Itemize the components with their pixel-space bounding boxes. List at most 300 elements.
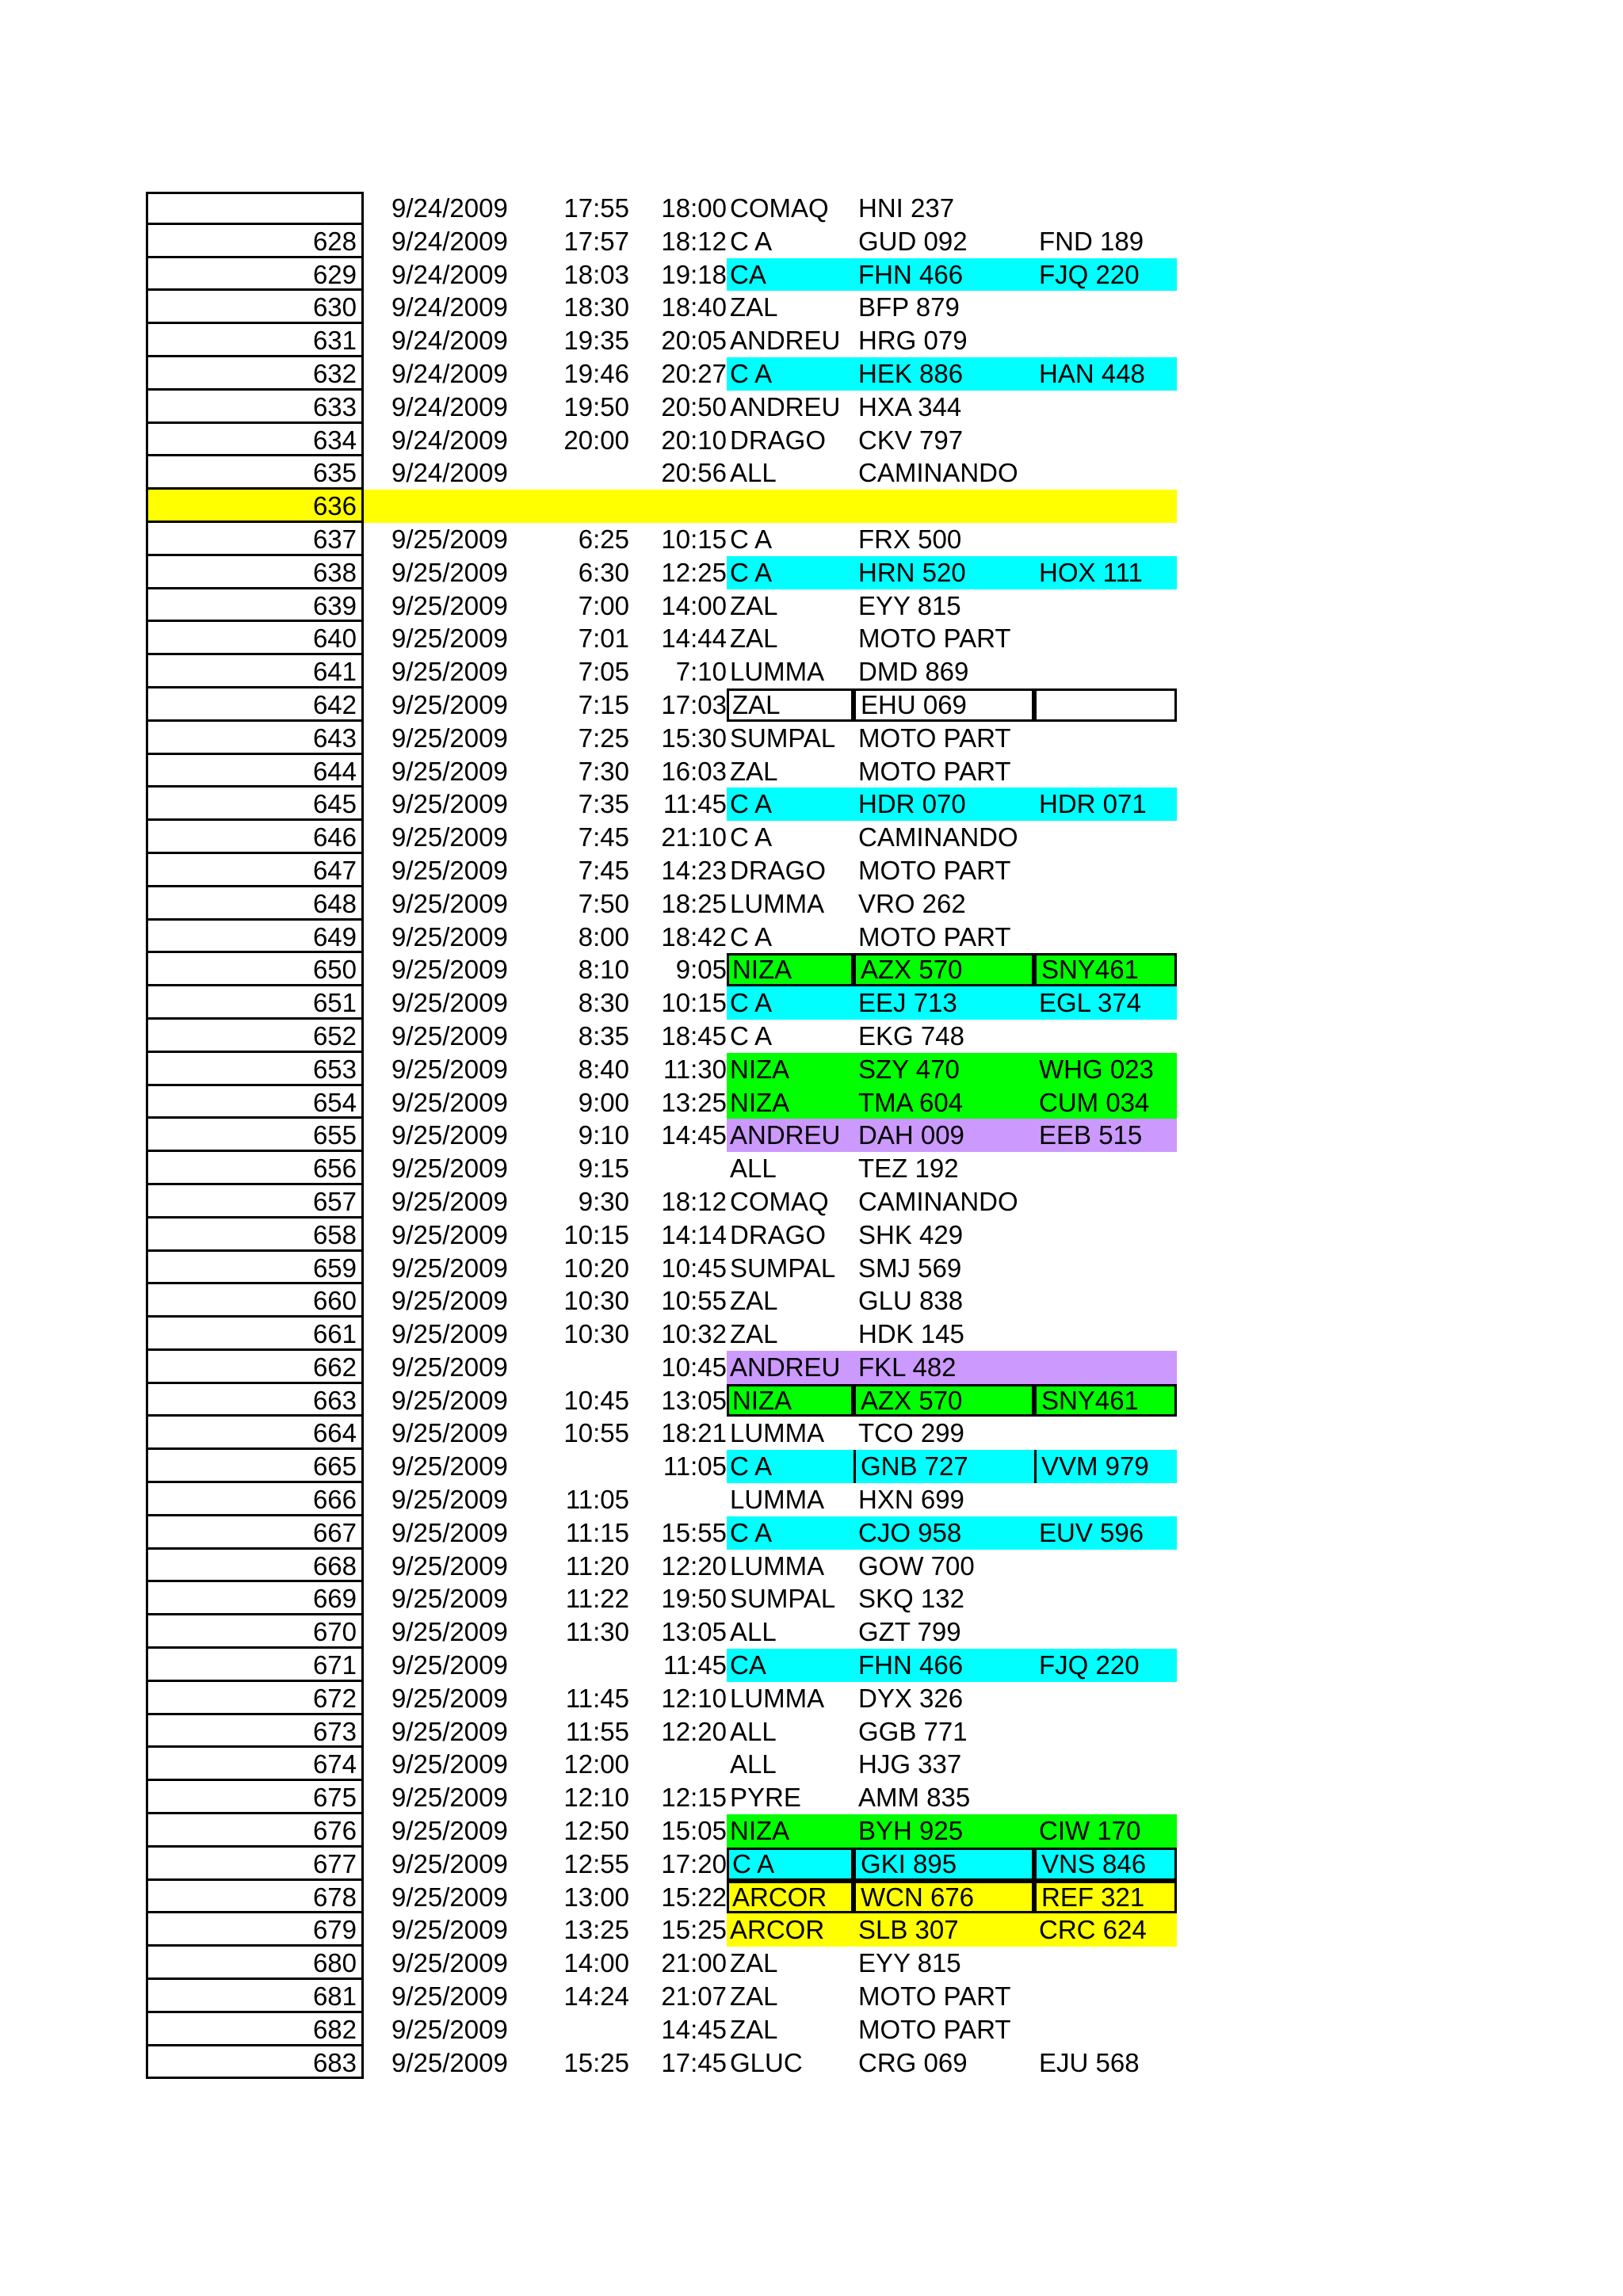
plate-cell: GLU 838 <box>858 1286 964 1316</box>
company-cell: DRAGO <box>730 1219 827 1249</box>
row-number: 659 <box>146 1252 364 1285</box>
company-cell: COMAQ <box>730 1186 829 1216</box>
table-row <box>146 854 1184 887</box>
date-cell: 9/25/2009 <box>391 855 508 885</box>
second-plate-cell: CIW 170 <box>1034 1814 1177 1848</box>
end-time-cell: 13:05 <box>661 1385 727 1415</box>
company-cell: ZAL <box>730 624 778 654</box>
date-cell: 9/25/2009 <box>391 557 508 587</box>
start-time-cell: 11:15 <box>565 1517 629 1547</box>
company-cell: ZAL <box>730 1948 778 1978</box>
table-row <box>146 755 1184 788</box>
company-cell: ZAL <box>730 590 778 620</box>
row-number: 645 <box>146 788 364 821</box>
plate-cell: HJG 337 <box>858 1749 962 1779</box>
start-time-cell: 7:45 <box>578 855 629 885</box>
row-number: 663 <box>146 1384 364 1417</box>
table-row <box>146 1980 1184 2013</box>
plate-cell: CAMINANDO <box>858 458 1018 488</box>
table-row <box>146 1020 1184 1053</box>
second-plate-cell: CRC 624 <box>1034 1913 1177 1947</box>
plate-cell: CAMINANDO <box>858 822 1018 852</box>
table-row <box>146 1582 1184 1615</box>
plate-cell: SLB 307 <box>854 1913 1034 1947</box>
table-row <box>146 490 1184 523</box>
start-time-cell: 19:35 <box>563 326 629 356</box>
end-time-cell: 13:25 <box>661 1087 727 1117</box>
date-cell: 9/25/2009 <box>391 822 508 852</box>
company-cell: ALL <box>730 458 777 488</box>
start-time-cell: 20:00 <box>563 425 629 455</box>
plate-cell: VRO 262 <box>858 888 966 918</box>
row-number: 671 <box>146 1649 364 1682</box>
date-cell: 9/25/2009 <box>391 689 508 719</box>
second-plate-cell <box>1034 1947 1177 1980</box>
row-number: 667 <box>146 1516 364 1550</box>
start-time-cell: 12:50 <box>563 1816 629 1846</box>
company-cell: ANDREU <box>730 391 841 421</box>
table-row <box>146 1947 1184 1980</box>
row-number: 648 <box>146 887 364 921</box>
start-time-cell: 11:20 <box>565 1550 629 1581</box>
second-plate-cell: EJU 568 <box>1039 2047 1140 2077</box>
end-time-cell: 15:30 <box>661 723 727 753</box>
plate-cell: MOTO PART <box>858 855 1011 885</box>
company-cell: SUMPAL <box>730 1253 836 1283</box>
second-plate-cell <box>1034 1185 1177 1219</box>
start-time-cell: 8:40 <box>578 1054 629 1084</box>
date-cell: 9/25/2009 <box>391 2047 508 2077</box>
date-cell: 9/25/2009 <box>391 756 508 786</box>
date-cell: 9/25/2009 <box>391 657 508 687</box>
row-number: 656 <box>146 1152 364 1185</box>
end-time-cell: 15:05 <box>661 1816 727 1846</box>
date-cell: 9/25/2009 <box>391 1981 508 2012</box>
row-number: 650 <box>146 953 364 986</box>
row-number: 680 <box>146 1947 364 1980</box>
end-time-cell: 17:03 <box>661 689 727 719</box>
row-number <box>146 192 364 225</box>
company-cell: SUMPAL <box>730 1584 836 1614</box>
end-time-cell: 15:55 <box>661 1517 727 1547</box>
company-cell: C A <box>730 524 773 554</box>
end-time-cell: 12:20 <box>661 1550 727 1581</box>
plate-cell: HXN 699 <box>858 1485 964 1515</box>
row-number: 638 <box>146 556 364 589</box>
company-cell: DRAGO <box>730 855 827 885</box>
row-number: 672 <box>146 1682 364 1715</box>
plate-cell: CRG 069 <box>858 2047 968 2077</box>
table-row <box>146 324 1184 357</box>
plate-cell: MOTO PART <box>858 2014 1011 2044</box>
second-plate-cell: CUM 034 <box>1034 1086 1177 1119</box>
company-cell: ZAL <box>730 756 778 786</box>
row-number: 631 <box>146 324 364 357</box>
second-plate-cell <box>1034 1483 1177 1516</box>
table-row <box>146 225 1184 258</box>
date-cell: 9/24/2009 <box>391 425 508 455</box>
plate-cell: FKL 482 <box>854 1351 1034 1384</box>
row-number: 639 <box>146 589 364 623</box>
plate-cell: GGB 771 <box>858 1716 968 1746</box>
company-cell: C A <box>727 1450 854 1483</box>
table-row <box>146 1483 1184 1516</box>
date-cell: 9/25/2009 <box>391 1485 508 1515</box>
row-number: 669 <box>146 1582 364 1615</box>
start-time-cell <box>526 1450 629 1483</box>
table-row <box>146 1318 1184 1351</box>
plate-cell: HDR 070 <box>854 788 1034 821</box>
second-plate-cell: HDR 071 <box>1034 788 1177 821</box>
company-cell: C A <box>727 1516 854 1550</box>
second-plate-cell <box>1034 722 1177 755</box>
plate-cell: SHK 429 <box>858 1219 964 1249</box>
second-plate-cell: EGL 374 <box>1034 986 1177 1020</box>
table-row <box>146 1781 1184 1814</box>
row-number: 677 <box>146 1848 364 1881</box>
table-row <box>146 1086 1184 1119</box>
date-cell: 9/25/2009 <box>391 888 508 918</box>
row-number: 634 <box>146 424 364 457</box>
second-plate-cell <box>1034 1980 1177 2013</box>
date-cell: 9/25/2009 <box>391 524 508 554</box>
company-cell: CA <box>727 258 854 292</box>
row-number: 655 <box>146 1119 364 1152</box>
table-row <box>146 1848 1184 1881</box>
end-time-cell: 12:25 <box>661 557 727 587</box>
row-number: 678 <box>146 1881 364 1914</box>
plate-cell: FHN 466 <box>854 258 1034 292</box>
company-cell: C A <box>730 1020 773 1051</box>
end-time-cell <box>629 1483 727 1516</box>
second-plate-cell <box>1034 291 1177 324</box>
end-time-cell: 9:05 <box>675 955 727 985</box>
date-cell: 9/25/2009 <box>391 955 508 985</box>
row-number: 644 <box>146 755 364 788</box>
end-time-cell: 15:25 <box>661 1915 727 1945</box>
table-row <box>146 821 1184 854</box>
second-plate-cell: EEB 515 <box>1034 1119 1177 1152</box>
table-row <box>146 1053 1184 1086</box>
row-number: 676 <box>146 1814 364 1848</box>
row-number: 640 <box>146 622 364 655</box>
company-cell: COMAQ <box>730 193 829 223</box>
start-time-cell <box>526 1351 629 1384</box>
end-time-cell: 16:03 <box>661 756 727 786</box>
plate-cell: GKI 895 <box>854 1848 1034 1881</box>
company-cell: ARCOR <box>727 1881 854 1914</box>
date-cell: 9/24/2009 <box>391 226 508 256</box>
second-plate-cell <box>1034 1550 1177 1583</box>
row-number: 670 <box>146 1615 364 1649</box>
table-row <box>146 1185 1184 1219</box>
table-row <box>146 788 1184 821</box>
start-time-cell: 10:30 <box>563 1319 629 1349</box>
second-plate-cell <box>1034 523 1177 556</box>
plate-cell: AZX 570 <box>854 1384 1034 1417</box>
plate-cell: FRX 500 <box>858 524 962 554</box>
plate-cell: DYX 326 <box>858 1683 964 1713</box>
company-cell: ANDREU <box>727 1119 854 1152</box>
second-plate-cell: SNY461 <box>1034 1384 1177 1417</box>
end-time-cell: 14:00 <box>661 590 727 620</box>
end-time-cell: 19:50 <box>661 1584 727 1614</box>
table-row <box>146 655 1184 688</box>
company-cell: C A <box>727 1848 854 1881</box>
end-time-cell: 11:05 <box>663 1451 727 1482</box>
row-number: 666 <box>146 1483 364 1516</box>
end-time-cell: 12:10 <box>661 1683 727 1713</box>
row-number: 629 <box>146 258 364 292</box>
start-time-cell: 12:55 <box>563 1848 629 1878</box>
row-number: 657 <box>146 1185 364 1219</box>
date-cell: 9/25/2009 <box>391 1186 508 1216</box>
date-cell: 9/25/2009 <box>391 1783 508 1813</box>
table-row <box>146 1384 1184 1417</box>
row-number: 683 <box>146 2046 364 2080</box>
start-time-cell: 18:03 <box>563 259 629 289</box>
end-time-cell: 11:45 <box>663 1650 727 1680</box>
plate-cell: EHU 069 <box>854 688 1034 722</box>
end-time-cell: 12:20 <box>661 1716 727 1746</box>
company-cell: PYRE <box>730 1783 801 1813</box>
second-plate-cell: FJQ 220 <box>1034 258 1177 292</box>
second-plate-cell <box>1034 1318 1177 1351</box>
company-cell: ALL <box>730 1154 777 1184</box>
date-cell: 9/25/2009 <box>391 921 508 952</box>
date-cell: 9/25/2009 <box>391 1584 508 1614</box>
plate-cell: EYY 815 <box>858 1948 961 1978</box>
row-number: 633 <box>146 391 364 424</box>
plate-cell <box>854 490 1034 523</box>
end-time-cell: 11:30 <box>663 1054 727 1084</box>
second-plate-cell <box>1034 1615 1177 1649</box>
end-time-cell: 18:21 <box>661 1418 727 1448</box>
start-time-cell: 7:05 <box>578 657 629 687</box>
start-time-cell: 11:30 <box>565 1617 629 1647</box>
date-cell: 9/25/2009 <box>391 590 508 620</box>
second-plate-cell <box>1034 821 1177 854</box>
date-cell: 9/25/2009 <box>391 1716 508 1746</box>
start-time-cell: 10:30 <box>563 1286 629 1316</box>
table-row <box>146 1748 1184 1781</box>
end-time-cell: 14:14 <box>661 1219 727 1249</box>
row-number: 668 <box>146 1550 364 1583</box>
second-plate-cell: FJQ 220 <box>1034 1649 1177 1682</box>
row-number: 658 <box>146 1219 364 1252</box>
table-row <box>146 357 1184 391</box>
row-number: 632 <box>146 357 364 391</box>
second-plate-cell <box>1034 921 1177 954</box>
date-cell: 9/25/2009 <box>391 1054 508 1084</box>
second-plate-cell <box>1034 854 1177 887</box>
start-time-cell: 10:15 <box>563 1219 629 1249</box>
start-time-cell: 19:50 <box>563 391 629 421</box>
second-plate-cell <box>1034 1351 1177 1384</box>
plate-cell: HEK 886 <box>854 357 1034 391</box>
start-time-cell: 13:25 <box>563 1915 629 1945</box>
company-cell: ZAL <box>727 688 854 722</box>
date-cell: 9/25/2009 <box>391 1253 508 1283</box>
company-cell: ZAL <box>730 292 778 322</box>
second-plate-cell <box>1034 1715 1177 1749</box>
table-row <box>146 1351 1184 1384</box>
second-plate-cell <box>1034 622 1177 655</box>
plate-cell: GNB 727 <box>854 1450 1034 1483</box>
date-cell: 9/25/2009 <box>391 1319 508 1349</box>
company-cell: NIZA <box>727 1086 854 1119</box>
second-plate-cell <box>1034 1682 1177 1715</box>
end-time-cell: 18:25 <box>661 888 727 918</box>
log-table <box>146 192 1184 2079</box>
row-number: 652 <box>146 1020 364 1053</box>
start-time-cell: 6:30 <box>578 557 629 587</box>
company-cell: C A <box>730 226 773 256</box>
table-row <box>146 1715 1184 1749</box>
plate-cell: MOTO PART <box>858 921 1011 952</box>
table-row <box>146 258 1184 292</box>
company-cell: C A <box>727 556 854 589</box>
date-cell <box>391 490 526 523</box>
company-cell: LUMMA <box>730 1418 825 1448</box>
second-plate-cell <box>1034 1417 1177 1450</box>
table-row <box>146 1814 1184 1848</box>
date-cell: 9/24/2009 <box>391 326 508 356</box>
second-plate-cell <box>1034 324 1177 357</box>
table-row <box>146 953 1184 986</box>
start-time-cell <box>526 2013 629 2046</box>
table-row <box>146 887 1184 921</box>
end-time-cell: 17:20 <box>661 1848 727 1878</box>
date-cell: 9/24/2009 <box>391 458 508 488</box>
plate-cell: FHN 466 <box>854 1649 1034 1682</box>
end-time-cell: 12:15 <box>661 1783 727 1813</box>
row-number: 635 <box>146 456 364 490</box>
end-time-cell: 18:12 <box>661 1186 727 1216</box>
end-time-cell: 14:45 <box>661 1120 727 1150</box>
row-number: 637 <box>146 523 364 556</box>
company-cell: NIZA <box>727 953 854 986</box>
company-cell: NIZA <box>727 1384 854 1417</box>
second-plate-cell <box>1034 1748 1177 1781</box>
second-plate-cell <box>1034 391 1177 424</box>
start-time-cell: 15:25 <box>563 2047 629 2077</box>
table-row <box>146 921 1184 954</box>
second-plate-cell <box>1034 192 1177 225</box>
date-cell: 9/25/2009 <box>391 1816 508 1846</box>
company-cell: ZAL <box>730 2014 778 2044</box>
plate-cell: BFP 879 <box>858 292 960 322</box>
row-number: 673 <box>146 1715 364 1749</box>
second-plate-cell <box>1034 1252 1177 1285</box>
plate-cell: TEZ 192 <box>858 1154 959 1184</box>
plate-cell: GZT 799 <box>858 1617 961 1647</box>
company-cell: ZAL <box>730 1286 778 1316</box>
start-time-cell: 11:05 <box>565 1485 629 1515</box>
plate-cell: CAMINANDO <box>858 1186 1018 1216</box>
end-time-cell: 15:22 <box>661 1882 727 1912</box>
start-time-cell: 7:35 <box>578 789 629 819</box>
date-cell: 9/25/2009 <box>391 1120 508 1150</box>
start-time-cell <box>526 1649 629 1682</box>
start-time-cell: 14:00 <box>563 1948 629 1978</box>
plate-cell: HRN 520 <box>854 556 1034 589</box>
company-cell: C A <box>727 788 854 821</box>
second-plate-cell <box>1034 1020 1177 1053</box>
second-plate-cell <box>1034 755 1177 788</box>
table-row <box>146 1417 1184 1450</box>
start-time-cell: 9:10 <box>578 1120 629 1150</box>
start-time-cell: 18:30 <box>563 292 629 322</box>
row-number: 662 <box>146 1351 364 1384</box>
start-time-cell: 7:15 <box>578 689 629 719</box>
plate-cell: SZY 470 <box>854 1053 1034 1086</box>
table-row <box>146 192 1184 225</box>
end-time-cell: 17:45 <box>661 2047 727 2077</box>
row-number: 661 <box>146 1318 364 1351</box>
date-cell: 9/25/2009 <box>391 1418 508 1448</box>
row-number: 675 <box>146 1781 364 1814</box>
row-number: 646 <box>146 821 364 854</box>
start-time-cell: 10:45 <box>563 1385 629 1415</box>
second-plate-cell <box>1034 1582 1177 1615</box>
company-cell: NIZA <box>727 1814 854 1848</box>
plate-cell: MOTO PART <box>858 756 1011 786</box>
start-time-cell: 7:25 <box>578 723 629 753</box>
end-time-cell: 19:18 <box>661 259 727 289</box>
table-row <box>146 722 1184 755</box>
start-time-cell: 12:10 <box>563 1783 629 1813</box>
company-cell: DRAGO <box>730 425 827 455</box>
second-plate-cell <box>1034 424 1177 457</box>
row-number: 647 <box>146 854 364 887</box>
end-time-cell: 21:07 <box>661 1981 727 2012</box>
company-cell: LUMMA <box>730 1485 825 1515</box>
row-number: 630 <box>146 291 364 324</box>
second-plate-cell: FND 189 <box>1039 226 1144 256</box>
plate-cell: AZX 570 <box>854 953 1034 986</box>
second-plate-cell <box>1034 589 1177 623</box>
end-time-cell: 21:00 <box>661 1948 727 1978</box>
company-cell: ARCOR <box>727 1913 854 1947</box>
plate-cell: AMM 835 <box>858 1783 971 1813</box>
date-cell: 9/25/2009 <box>391 1915 508 1945</box>
end-time-cell: 10:32 <box>661 1319 727 1349</box>
company-cell: NIZA <box>727 1053 854 1086</box>
start-time-cell: 9:15 <box>578 1154 629 1184</box>
start-time-cell: 6:25 <box>578 524 629 554</box>
plate-cell: DMD 869 <box>858 657 969 687</box>
table-row <box>146 1152 1184 1185</box>
date-cell: 9/24/2009 <box>391 259 508 289</box>
table-row <box>146 424 1184 457</box>
table-row <box>146 1219 1184 1252</box>
second-plate-cell: EUV 596 <box>1034 1516 1177 1550</box>
second-plate-cell <box>1034 456 1177 490</box>
table-row <box>146 1913 1184 1947</box>
company-cell: C A <box>730 822 773 852</box>
date-cell: 9/25/2009 <box>391 2014 508 2044</box>
start-time-cell: 11:55 <box>565 1716 629 1746</box>
plate-cell: MOTO PART <box>858 1981 1011 2012</box>
row-number: 653 <box>146 1053 364 1086</box>
second-plate-cell <box>1034 688 1177 722</box>
table-row <box>146 391 1184 424</box>
date-cell: 9/25/2009 <box>391 1286 508 1316</box>
start-time-cell: 14:24 <box>563 1981 629 2012</box>
end-time-cell: 10:15 <box>661 988 727 1018</box>
second-plate-cell <box>1034 1284 1177 1318</box>
